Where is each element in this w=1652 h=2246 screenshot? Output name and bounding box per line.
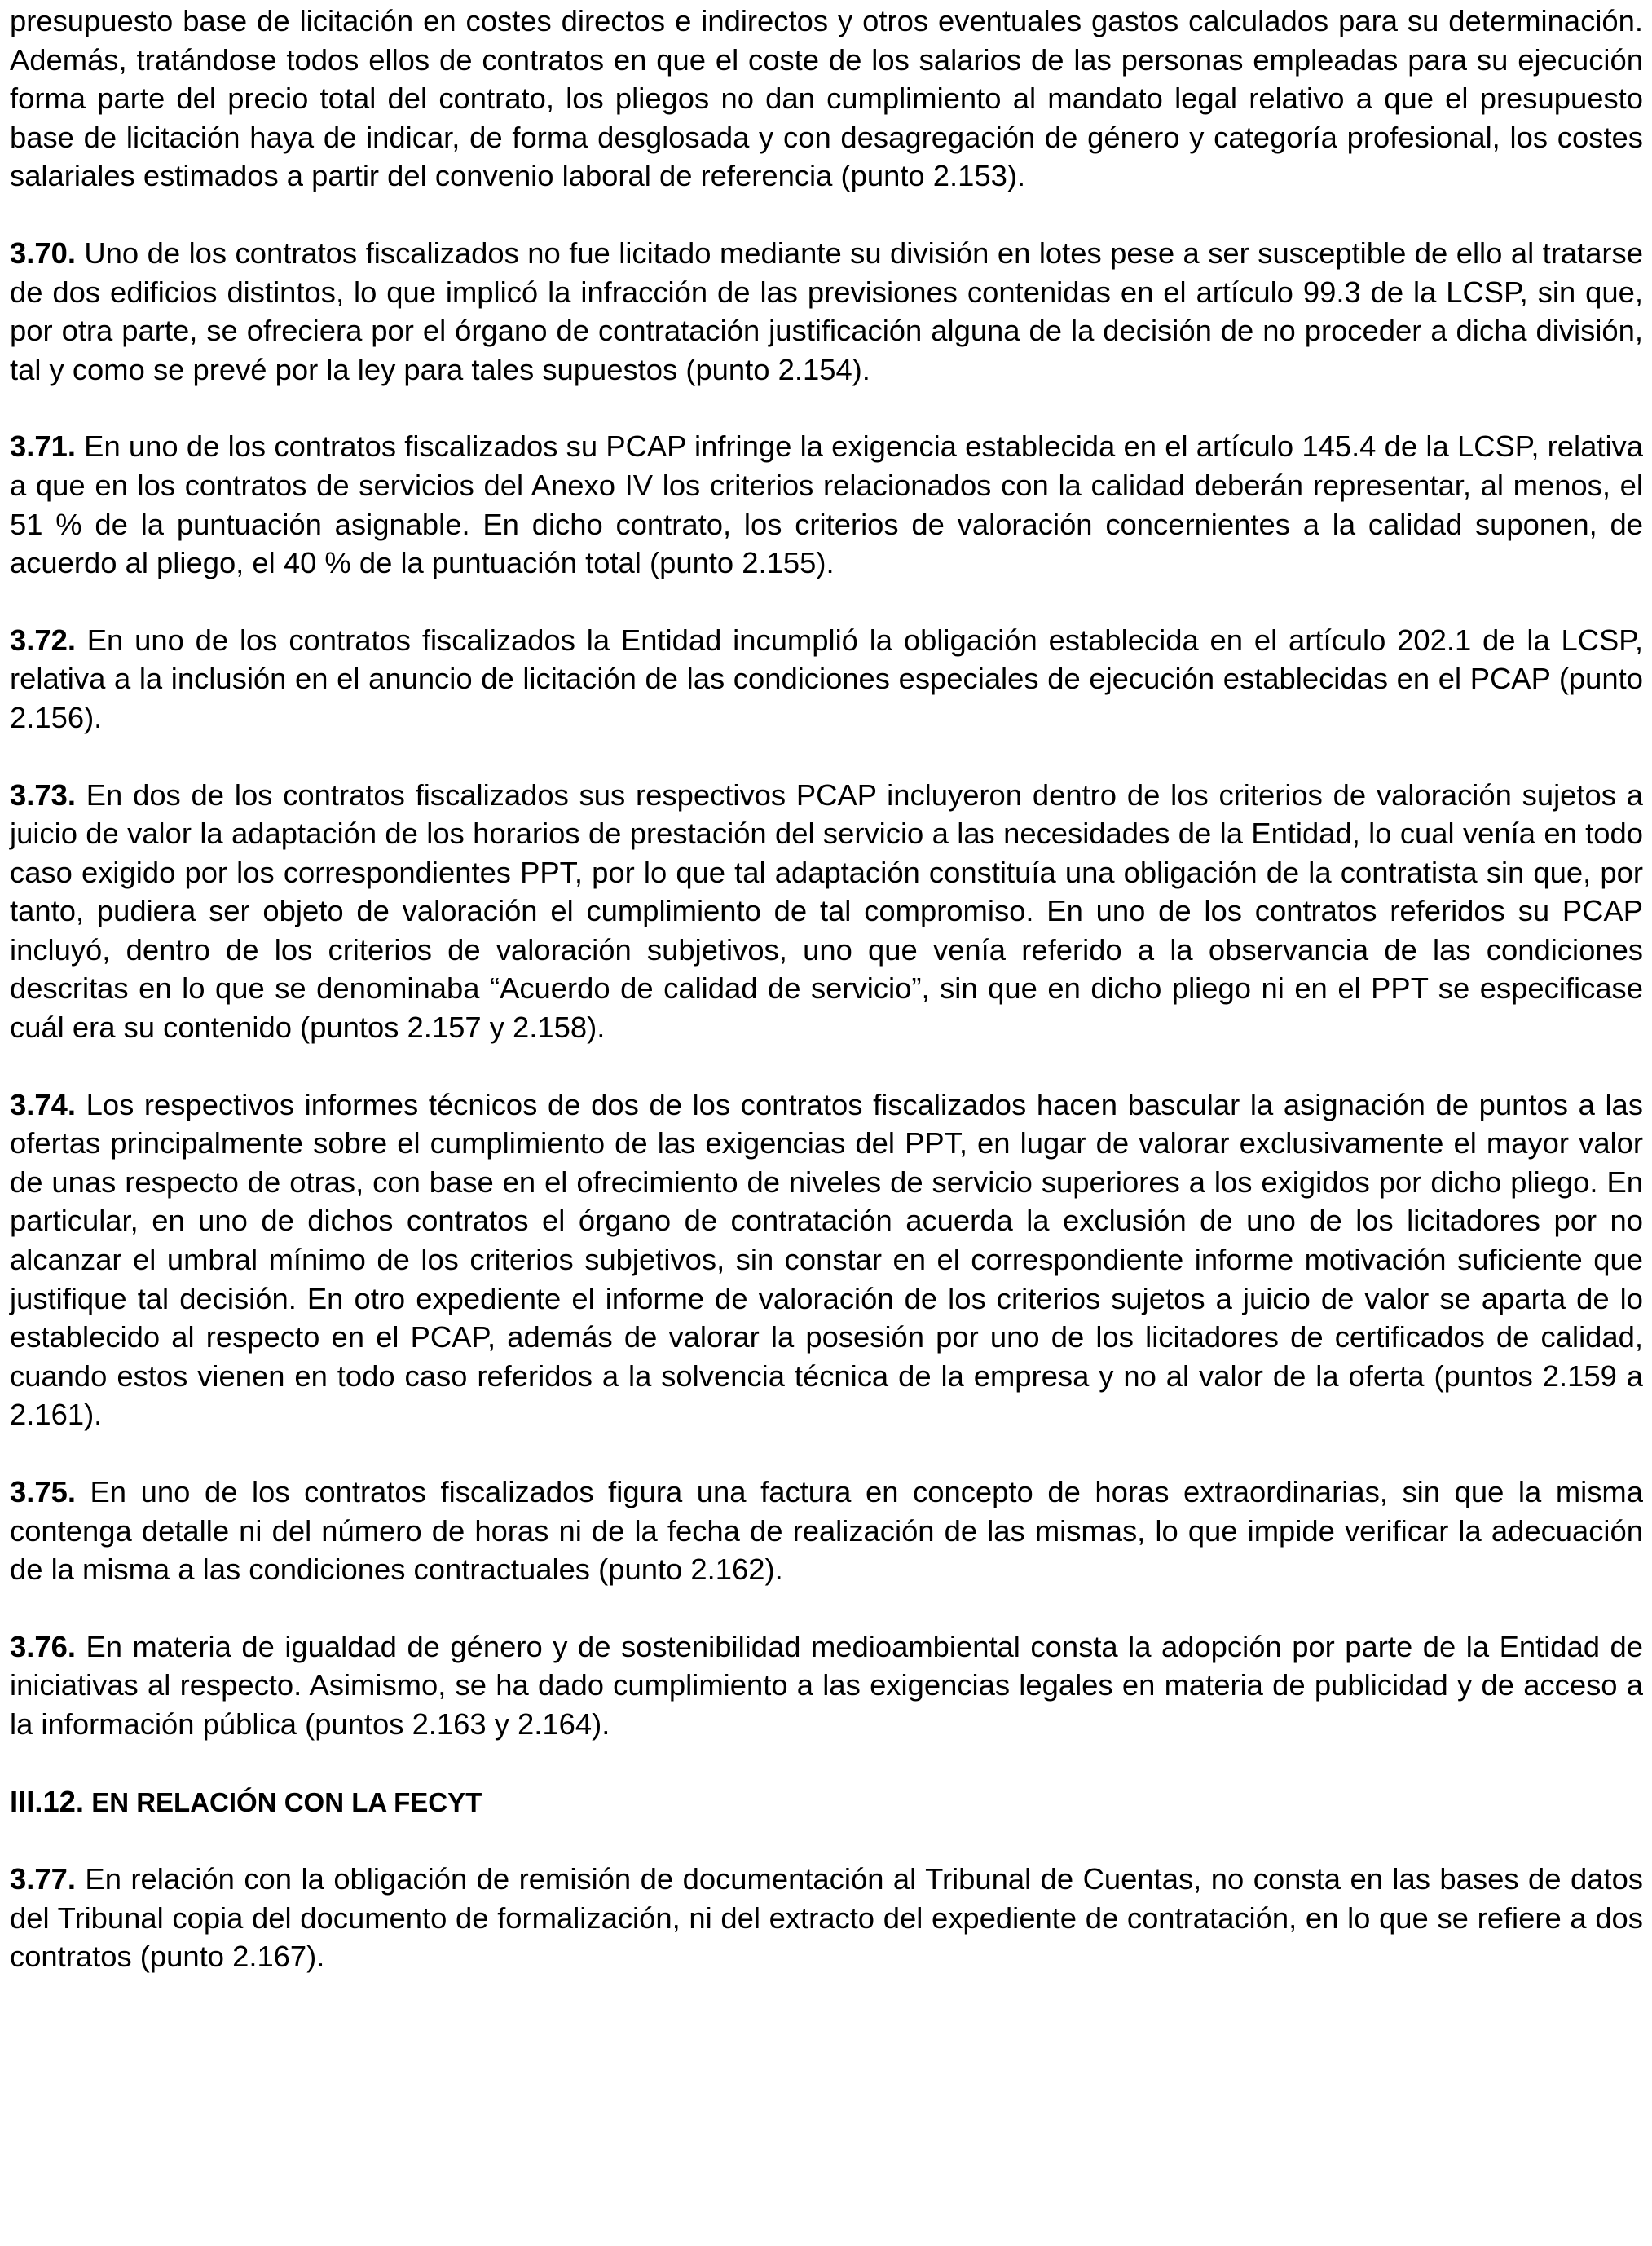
paragraph-number: 3.75. xyxy=(10,1475,76,1508)
paragraph-text: En uno de los contratos fiscalizados su PCAP infringe la exigencia establecida en el artículo 145.4 de la LCSP, relativa a que en los contratos de servicios del Anexo IV los criterios relacionados con la calidad deberán representar, al menos, el 51 % de la puntuación asignable. En dicho contrato, los criterios de valoración concernientes a la calidad suponen, de acuerdo al pliego, el 40 % de la puntuación total (punto 2.155). xyxy=(10,429,1643,580)
paragraph-text: En uno de los contratos fiscalizados la Entidad incumplió la obligación establecida en el artículo 202.1 de la LCSP, relativa a la inclusión en el anuncio de licitación de las condiciones especiales de ejecución establecidas en el PCAP (punto 2.156). xyxy=(10,623,1643,734)
paragraph-3-70 xyxy=(10,234,1643,389)
paragraph-text: Uno de los contratos fiscalizados no fue licitado mediante su división en lotes pese a ser susceptible de ello al tratarse de dos edificios distintos, lo que implicó la infracción de las previsiones contenidas en el artículo 99.3 de la LCSP, sin que, por otra parte, se ofreciera por el órgano de contratación justificación alguna de la decisión de no proceder a dicha división, tal y como se prevé por la ley para tales supuestos (punto 2.154). xyxy=(10,236,1643,386)
paragraph-number: 3.72. xyxy=(10,623,76,657)
section-heading-title: EN RELACIÓN CON LA FECYT xyxy=(84,1786,482,1817)
section-heading-number: III.12. xyxy=(10,1784,85,1818)
paragraph-3-77 xyxy=(10,1860,1643,1976)
paragraph-text: presupuesto base de licitación en costes directos e indirectos y otros eventuales gastos calculados para su determinación. Además, tratándose todos ellos de contratos en que el coste de los salarios de las personas empleadas para su ejecución forma parte del precio total del contrato, los pliegos no dan cumplimiento al mandato legal relativo a que el presupuesto base de licitación haya de indicar, de forma desglosada y con desagregación de género y categoría profesional, los costes salariales estimados a partir del convenio laboral de referencia (punto 2.153). xyxy=(10,4,1643,193)
paragraph-3-72 xyxy=(10,621,1643,738)
section-heading xyxy=(10,1782,1643,1822)
paragraph-3-76 xyxy=(10,1627,1643,1744)
paragraph-text: En relación con la obligación de remisión de documentación al Tribunal de Cuentas, no consta en las bases de datos del Tribunal copia del documento de formalización, ni del extracto del expediente de contratación, en lo que se refiere a dos contratos (punto 2.167). xyxy=(10,1862,1643,1974)
paragraph-number: 3.73. xyxy=(10,777,76,812)
paragraph-3-71 xyxy=(10,427,1643,582)
paragraph-number: 3.71. xyxy=(10,429,76,464)
paragraph-continuation xyxy=(10,2,1643,196)
paragraph-text: En dos de los contratos fiscalizados sus respectivos PCAP incluyeron dentro de los criterios de valoración sujetos a juicio de valor la adaptación de los horarios de prestación del servicio a las necesidades de la Entidad, lo cual venía en todo caso exigido por los correspondientes PPT, por lo que tal adaptación constituía una obligación de la contratista sin que, por tanto, pudiera ser objeto de valoración el cumplimiento de tal compromiso. En uno de los contratos referidos su PCAP incluyó, dentro de los criterios de valoración subjetivos, uno que venía referido a la observancia de las condiciones descritas en lo que se denominaba “Acuerdo de calidad de servicio”, sin que en dicho pliego ni en el PPT se especificase cuál era su contenido (puntos 2.157 y 2.158). xyxy=(10,777,1643,1045)
paragraph-3-74 xyxy=(10,1086,1643,1434)
paragraph-3-73 xyxy=(10,776,1643,1047)
paragraph-text: En uno de los contratos fiscalizados figura una factura en concepto de horas extraordinarias, sin que la misma contenga detalle ni del número de horas ni de la fecha de realización de las mismas, lo que impide verificar la adecuación de la misma a las condiciones contractuales (punto 2.162). xyxy=(10,1475,1643,1587)
paragraph-number: 3.74. xyxy=(10,1087,76,1121)
paragraph-number: 3.77. xyxy=(10,1862,76,1896)
paragraph-number: 3.76. xyxy=(10,1629,76,1663)
paragraph-3-75 xyxy=(10,1473,1643,1589)
paragraph-number: 3.70. xyxy=(10,236,76,270)
document-page xyxy=(10,2,1643,1976)
paragraph-text: Los respectivos informes técnicos de dos de los contratos fiscalizados hacen bascular la asignación de puntos a las ofertas principalmente sobre el cumplimiento de las exigencias del PPT, en lugar de valorar exclusivamente el mayor valor de unas respecto de otras, con base en el ofrecimiento de niveles de servicio superiores a los exigidos por dicho pliego. En particular, en uno de dichos contratos el órgano de contratación acuerda la exclusión de uno de los licitadores por no alcanzar el umbral mínimo de los criterios subjetivos, sin constar en el correspondiente informe motivación suficiente que justifique tal decisión. En otro expediente el informe de valoración de los criterios sujetos a juicio de valor se aparta de lo establecido al respecto en el PCAP, además de valorar la posesión por uno de los licitadores de certificados de calidad, cuando estos vienen en todo caso referidos a la solvencia técnica de la empresa y no al valor de la oferta (puntos 2.159 a 2.161). xyxy=(10,1087,1643,1432)
paragraph-text: En materia de igualdad de género y de sostenibilidad medioambiental consta la adopción por parte de la Entidad de iniciativas al respecto. Asimismo, se ha dado cumplimiento a las exigencias legales en materia de publicidad y de acceso a la información pública (puntos 2.163 y 2.164). xyxy=(10,1629,1643,1741)
